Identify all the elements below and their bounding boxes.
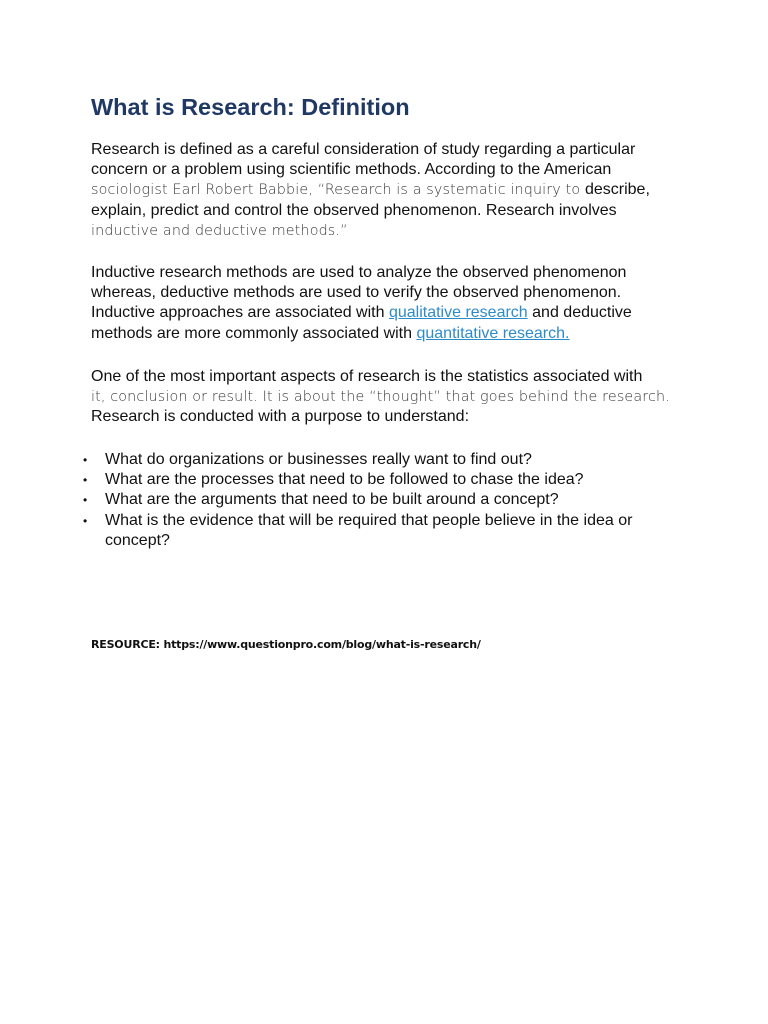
paragraph-line: whereas, deductive methods are used to verify the observed phenomenon. [91, 284, 622, 302]
list-item [75, 511, 695, 551]
list-item [75, 450, 695, 470]
paragraph-definition [91, 140, 691, 241]
paragraph-text: and deductive [527, 304, 632, 322]
paragraph-line [91, 180, 691, 200]
quantitative-research-link[interactable]: quantitative research. [416, 324, 570, 342]
paragraph-text: describe, [584, 181, 650, 199]
paragraph-line: Inductive research methods are used to analyze the observed phenomenon [91, 264, 627, 281]
list-item-text: What is the evidence that will be required that people believe in the idea or [105, 511, 633, 529]
paragraph-line: One of the most important aspects of research is the statistics associated with [91, 368, 643, 385]
bullet-icon: • [83, 493, 88, 508]
bullet-icon: • [83, 453, 88, 467]
paragraph-line: it, conclusion or result. It is about the “thought” that goes behind the research. [91, 389, 670, 406]
paragraph-text: methods are more commonly associated with [91, 324, 417, 342]
list-item [75, 470, 695, 490]
paragraph-line: Research is defined as a careful consideration of study regarding a particular [91, 141, 636, 158]
list-item-text: concept? [105, 531, 170, 549]
paragraph-line [91, 303, 691, 323]
list-item-text: What are the processes that need to be followed to chase the idea? [105, 471, 584, 489]
paragraph-line [91, 324, 691, 344]
paragraph-line: concern or a problem using scientific methods. According to the American [91, 161, 612, 179]
list-item [75, 490, 695, 510]
paragraph-methods [91, 263, 691, 344]
qualitative-research-link[interactable]: qualitative research [388, 304, 528, 322]
quote-text: sociologist Earl Robert Babbie, “Research is a systematic inquiry to [91, 182, 585, 199]
paragraph-text: Inductive approaches are associated with [91, 304, 389, 322]
paragraph-line: Research is conducted with a purpose to understand: [91, 408, 470, 426]
purpose-bullet-list [75, 450, 695, 551]
bullet-icon: • [83, 473, 88, 488]
paragraph-purpose [91, 367, 691, 428]
quote-text: inductive and deductive methods.” [91, 222, 348, 239]
paragraph-line: explain, predict and control the observed phenomenon. Research involves [91, 201, 617, 219]
bullet-icon: • [83, 513, 88, 528]
page-title: What is Research: Definition [91, 94, 410, 120]
list-item-text: What do organizations or businesses really want to find out? [105, 451, 532, 468]
list-item-text: What are the arguments that need to be built around a concept? [105, 491, 559, 509]
resource-citation: RESOURCE: https://www.questionpro.com/blog/what-is-research/ [91, 638, 481, 651]
